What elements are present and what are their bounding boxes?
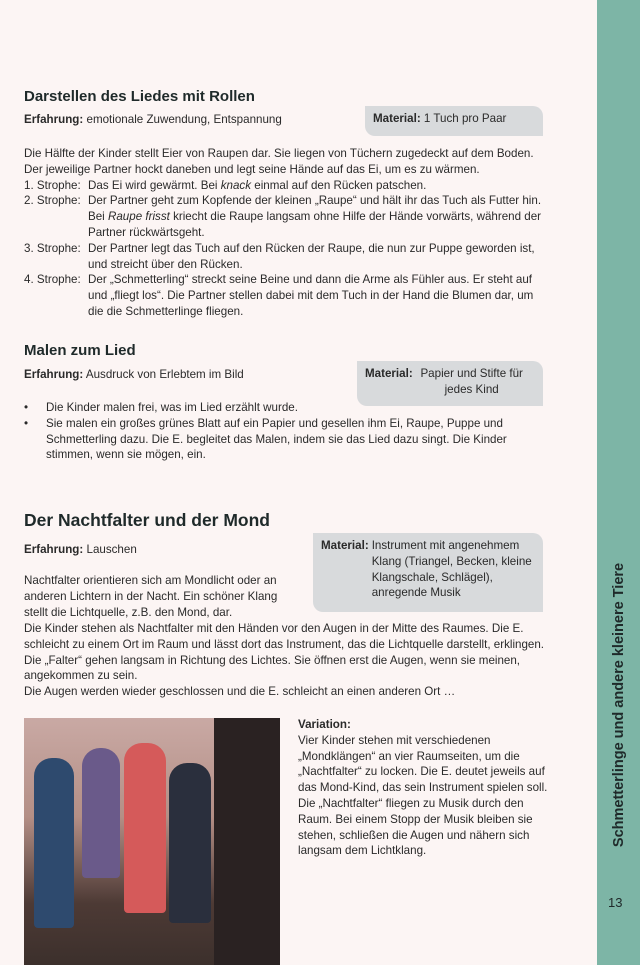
page-number: 13 [608,895,623,910]
strophe-label: 1. Strophe: [24,178,81,192]
value: emotionale Zuwendung, Entspannung [86,113,282,126]
label: Erfahrung: [24,368,84,381]
value: 1 Tuch pro Paar [423,112,507,125]
list-item-text: Sie malen ein großes grünes Blatt auf ein Papier und gesellen ihm Ei, Raupe, Puppe und Schmetterling dazu. Die E. begleitet das Malen, indem sie das Lied dazu singt. Die Kinder stimmen, wenn sie mögen, ein. [46,416,507,462]
strophe-text: Das Ei wird gewärmt. Bei knack einmal auf den Rücken patschen. [88,178,427,192]
value: Instrument mit angenehmem Klang (Triangel, Becken, kleine Klangschale, Schlägel), anregende Musik [371,539,532,600]
paragraph-text: Die Augen werden wieder geschlossen und die E. schleicht an einen anderen Ort … [24,685,456,699]
strophe-label: 2. Strophe: [24,194,81,208]
value: Lauschen [86,543,137,556]
erfahrung [24,542,137,558]
strophe [24,272,549,319]
strophe [24,178,549,194]
strophe [24,241,549,273]
paragraph: Die Hälfte der Kinder stellt Eier von Raupen dar. Sie liegen von Tüchern zugedeckt auf dem Boden. Der jeweilige Partner hockt daneben und legt seine Hände auf das Ei, um es zu wärmen. [24,147,534,176]
material-box [313,533,543,612]
strophe-text: Der Partner legt das Tuch auf den Rücken der Raupe, die nun zur Puppe geworden ist, und streicht über den Rücken. [88,241,535,271]
section-title: Malen zum Lied [24,342,136,359]
bullet-list [24,400,524,463]
label: Material: [321,539,369,552]
paragraph: Nachtfalter orientieren sich am Mondlicht oder an anderen Lichtern in der Nacht. Ein schöner Klang stellt die Lichtquelle, z.B. den Mond, dar. [24,574,278,619]
label: Material: [365,367,413,380]
erfahrung [24,112,282,128]
section-body [24,146,549,320]
strophe-label: 4. Strophe: [24,273,81,287]
label: Material: [373,112,421,125]
paragraph-text: Die Kinder stehen als Nachtfalter mit den Händen vor den Augen in der Mitte des Raumes. Die E. schleicht zu einem Ort im Raum und lässt dort das Instrument, das die Lichtquelle darstellt, erklingen. Die „Falter“ gehen langsam in Richtung des Lichtes. Sie öffnen erst die Augen, wenn sie meinen, angekommen zu sein. [24,622,545,683]
strophe-text: Der Partner geht zum Kopfende der kleinen „Raupe“ und hält ihr das Tuch als Futter hin. Bei Raupe frisst kriecht die Raupe langsam ohne Hilfe der Hände vorwärts, während der Partner rückwärtsgeht. [88,194,542,239]
label: Erfahrung: [24,113,84,126]
strophe-label: 3. Strophe: [24,241,81,255]
paragraph [24,621,549,700]
section-title: Darstellen des Liedes mit Rollen [24,88,255,105]
variation-label: Variation: [298,718,351,731]
erfahrung [24,367,244,383]
photo-children-covering-eyes [24,718,280,965]
chapter-title: Schmetterlinge und andere kleinere Tiere [611,562,627,848]
value: Papier und Stifte für jedes Kind [420,367,523,396]
material-box [365,106,543,136]
section-title: Der Nachtfalter und der Mond [24,510,270,530]
variation-text: Vier Kinder stehen mit verschiedenen „Mondklängen“ an vier Raumseiten, um die „Nachtfalter“ zu locken. Die E. deutet jeweils auf das Mond-Kind, das sein Instrument spielen soll. Die „Nachtfalter“ fliegen zu Musik durch den Raum. Bei einem Stopp der Musik bleiben sie stehen, schließen die Augen und nähern sich langsam dem Lichtklang. [298,733,548,858]
value: Ausdruck von Erlebtem im Bild [85,368,244,381]
list-item-text: Die Kinder malen frei, was im Lied erzählt wurde. [46,401,298,414]
list-item: • Die Kinder malen frei, was im Lied erzählt wurde. [24,401,298,414]
strophe [24,193,549,240]
list-item: • Sie malen ein großes grünes Blatt auf ein Papier und gesellen ihm Ei, Raupe, Puppe und Schmetterling dazu. Die E. begleitet das Malen, indem sie das Lied dazu singt. Die Kinder stimmen, wenn sie mögen, ein. [24,416,524,463]
label: Erfahrung: [24,543,84,556]
strophe-text: Der „Schmetterling“ streckt seine Beine und dann die Arme als Fühler aus. Er steht auf und „fliegt los“. Die Partner stellen dabei mit dem Tuch in der Hand die Blumen dar, um die die Schmetterlinge fliegen. [88,273,534,318]
variation [298,717,548,859]
